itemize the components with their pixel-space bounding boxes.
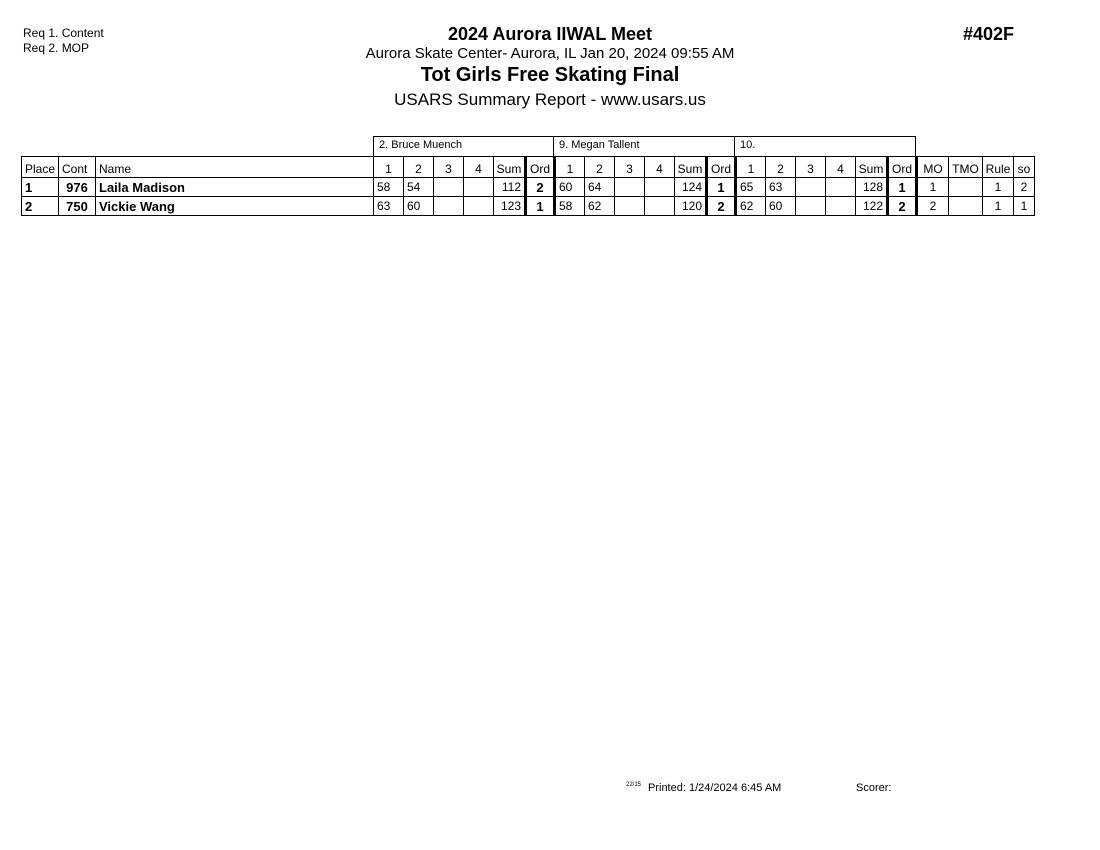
score-cell — [615, 197, 645, 216]
place-cell: 2 — [22, 197, 59, 216]
ord-cell: 2 — [707, 197, 736, 216]
score-cell — [615, 178, 645, 197]
score-cell: 60 — [555, 178, 585, 197]
ord-cell: 1 — [526, 197, 555, 216]
rule-cell: 1 — [983, 178, 1014, 197]
col-j1-s1: 1 — [374, 157, 404, 178]
sum-cell: 122 — [856, 197, 888, 216]
col-j3-s1: 1 — [736, 157, 766, 178]
col-j1-s4: 4 — [464, 157, 494, 178]
score-cell — [464, 197, 494, 216]
score-cell — [826, 197, 856, 216]
ord-cell: 1 — [888, 178, 917, 197]
col-j1-s3: 3 — [434, 157, 464, 178]
place-cell: 1 — [22, 178, 59, 197]
score-cell — [645, 178, 675, 197]
col-j2-s4: 4 — [645, 157, 675, 178]
so-cell: 1 — [1014, 197, 1035, 216]
score-cell: 63 — [374, 197, 404, 216]
ord-cell: 1 — [707, 178, 736, 197]
col-j3-ord: Ord — [888, 157, 917, 178]
score-cell — [826, 178, 856, 197]
score-cell — [796, 197, 826, 216]
col-j2-ord: Ord — [707, 157, 736, 178]
score-cell — [434, 178, 464, 197]
table-row — [22, 178, 1035, 197]
col-rule: Rule — [983, 157, 1014, 178]
col-j1-s2: 2 — [404, 157, 434, 178]
meet-title: 2024 Aurora IIWAL Meet — [447, 24, 653, 44]
score-cell: 65 — [736, 178, 766, 197]
ord-cell: 2 — [888, 197, 917, 216]
col-j3-s4: 4 — [826, 157, 856, 178]
score-cell — [434, 197, 464, 216]
printed-timestamp: Printed: 1/24/2024 6:45 AM — [648, 782, 782, 794]
score-cell: 54 — [404, 178, 434, 197]
scorer-label: Scorer: — [856, 782, 892, 794]
sum-cell: 120 — [675, 197, 707, 216]
judge-header-2: 9. Megan Tallent — [553, 136, 735, 156]
cont-cell: 976 — [59, 178, 96, 197]
sum-cell: 128 — [856, 178, 888, 197]
ord-cell: 2 — [526, 178, 555, 197]
col-place: Place — [22, 157, 59, 178]
score-cell: 60 — [404, 197, 434, 216]
so-cell: 2 — [1014, 178, 1035, 197]
col-j3-sum: Sum — [856, 157, 888, 178]
tmo-cell — [949, 178, 983, 197]
col-j3-s3: 3 — [796, 157, 826, 178]
sum-cell: 124 — [675, 178, 707, 197]
score-cell: 58 — [555, 197, 585, 216]
requirement-1: Req 1. Content — [23, 26, 104, 40]
mo-cell: 1 — [917, 178, 949, 197]
col-j2-s3: 3 — [615, 157, 645, 178]
mo-cell: 2 — [917, 197, 949, 216]
score-cell — [645, 197, 675, 216]
footer-mark: 22/15 — [626, 782, 642, 788]
col-cont: Cont — [59, 157, 96, 178]
venue-line: Aurora Skate Center- Aurora, IL Jan 20, 2024 09:55 AM — [365, 45, 735, 62]
col-mo: MO — [917, 157, 949, 178]
name-cell: Laila Madison — [96, 178, 374, 197]
judge-header-1: 2. Bruce Muench — [373, 136, 554, 156]
score-cell — [464, 178, 494, 197]
score-cell: 60 — [766, 197, 796, 216]
score-cell: 58 — [374, 178, 404, 197]
col-j2-s1: 1 — [555, 157, 585, 178]
table-row — [22, 197, 1035, 216]
col-j3-s2: 2 — [766, 157, 796, 178]
judge-header-3: 10. — [734, 136, 916, 156]
score-cell: 62 — [736, 197, 766, 216]
requirement-2: Req 2. MOP — [23, 41, 90, 55]
rule-cell: 1 — [983, 197, 1014, 216]
event-code: #402F — [963, 24, 1015, 44]
header-row — [22, 157, 1035, 178]
results-table — [21, 156, 1035, 216]
col-name: Name — [96, 157, 374, 178]
event-title: Tot Girls Free Skating Final — [420, 64, 680, 86]
score-cell — [796, 178, 826, 197]
tmo-cell — [949, 197, 983, 216]
sum-cell: 123 — [494, 197, 526, 216]
score-cell: 63 — [766, 178, 796, 197]
score-cell: 64 — [585, 178, 615, 197]
col-so: so — [1014, 157, 1035, 178]
cont-cell: 750 — [59, 197, 96, 216]
col-j1-ord: Ord — [526, 157, 555, 178]
name-cell: Vickie Wang — [96, 197, 374, 216]
score-cell: 62 — [585, 197, 615, 216]
sum-cell: 112 — [494, 178, 526, 197]
col-j1-sum: Sum — [494, 157, 526, 178]
col-j2-s2: 2 — [585, 157, 615, 178]
col-j2-sum: Sum — [675, 157, 707, 178]
col-tmo: TMO — [949, 157, 983, 178]
report-line: USARS Summary Report - www.usars.us — [394, 90, 706, 109]
